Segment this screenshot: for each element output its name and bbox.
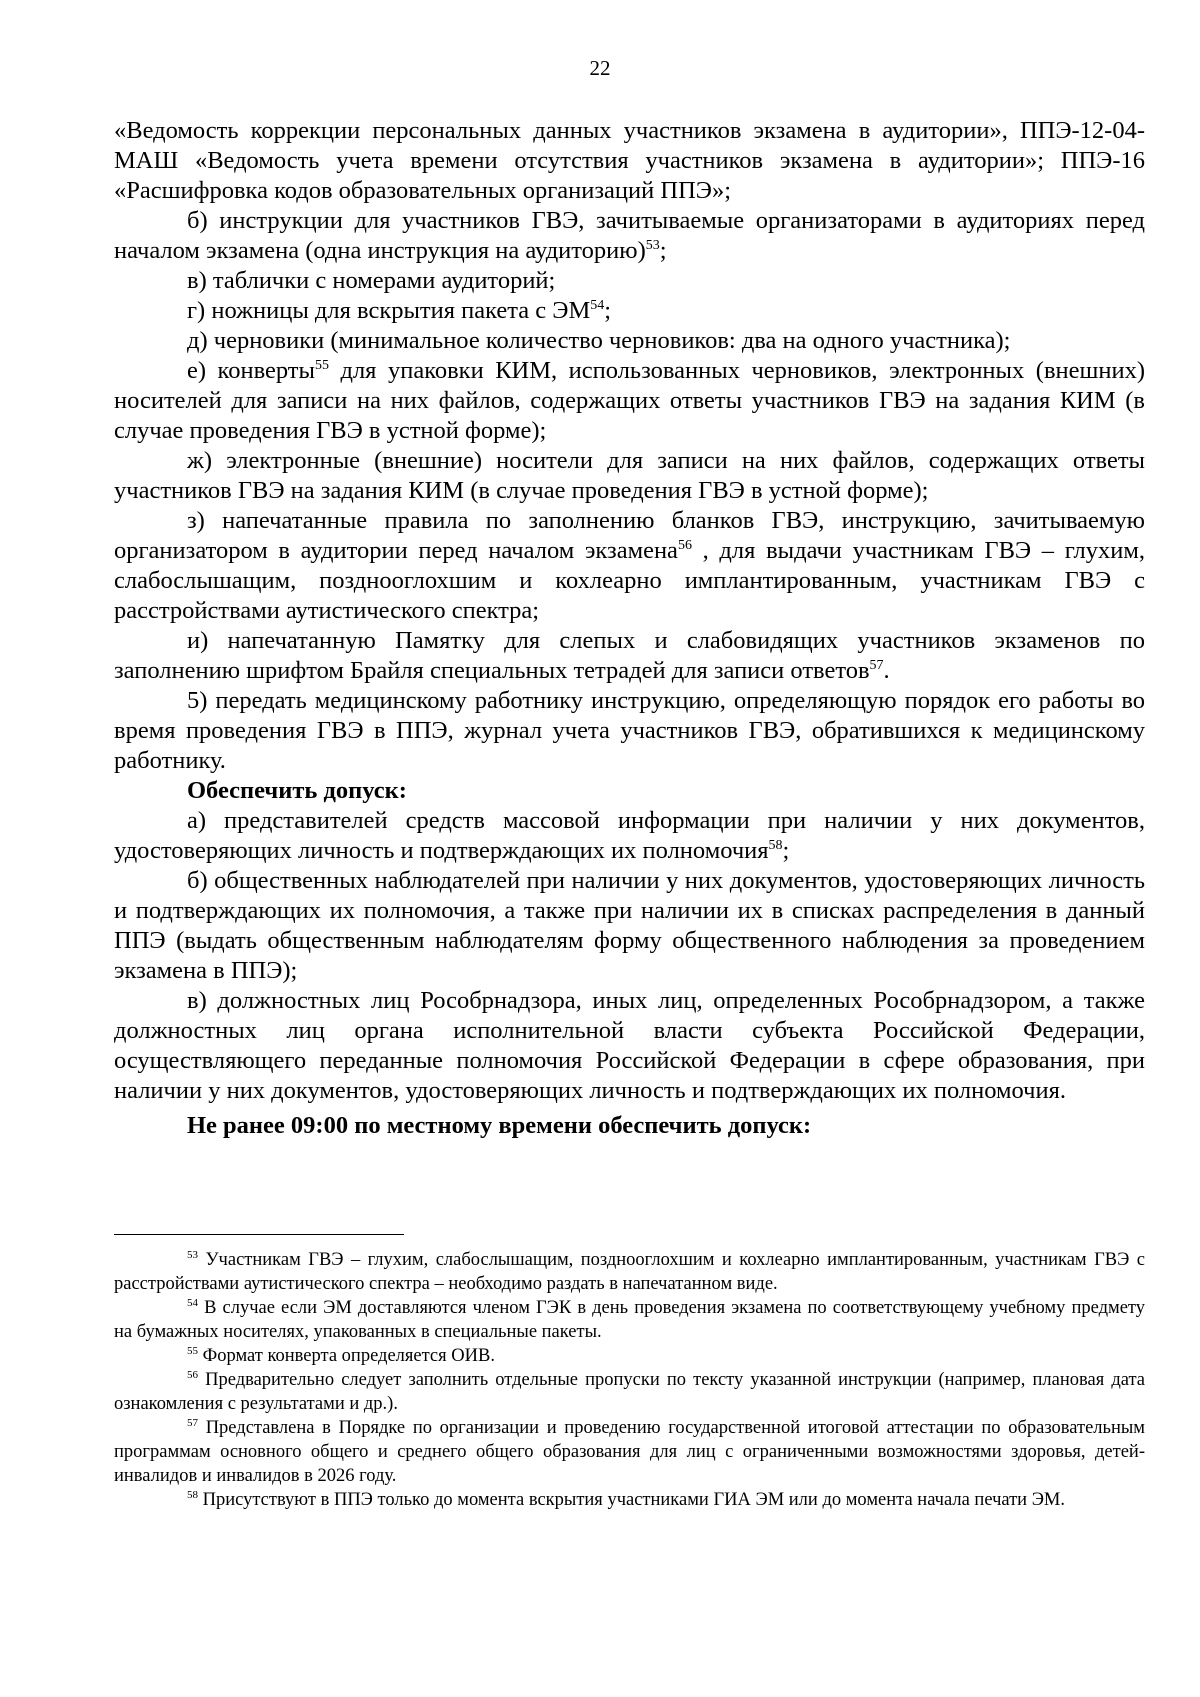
paragraph-item-zh [114,446,1145,506]
footnote-53 [114,1248,1145,1296]
footnote-number: 58 [187,1489,198,1501]
paragraph-text: б) общественных наблюдателей при наличии у них документов, удостоверяющих личность и подтверждающих их полномочия, а также при наличии их в списках распределения в данный ППЭ (выдать общественным наблюдателям форму общественного наблюдения за проведением экзамена в ППЭ); [114,867,1145,984]
footnote-number: 56 [187,1369,198,1381]
paragraph-text: «Ведомость коррекции персональных данных участников экзамена в аудитории», ППЭ-12-04-МАШ «Ведомость учета времени отсутствия участников экзамена в аудитории»; ППЭ-16 «Расшифровка кодов образовательных организаций ППЭ»; [114,117,1145,204]
paragraph-item-e [114,356,1145,446]
paragraph-tail: ; [659,237,667,264]
footnote-number: 53 [187,1249,198,1261]
paragraph-text: б) инструкции для участников ГВЭ, зачитываемые организаторами в аудиториях перед началом экзамена (одна инструкция на аудиторию) [114,207,1145,264]
paragraph-tail: . [883,657,890,684]
section-heading-admission: Обеспечить допуск: [187,777,407,804]
paragraph-text: з) напечатанные правила по заполнению бланков ГВЭ, инструкцию, зачитываемую организатором в аудитории перед началом экзамена [114,507,1145,564]
paragraph-text: ж) электронные (внешние) носители для записи на них файлов, содержащих ответы участников ГВЭ на задания КИМ (в случае проведения ГВЭ в устной форме); [114,447,1145,504]
paragraph-text: д) черновики (минимальное количество черновиков: два на одного участника); [187,327,1011,354]
page-number: 22 [589,56,611,80]
footnote-ref-53[interactable]: 53 [645,238,660,253]
paragraph-item-z [114,506,1145,626]
paragraph-forms-list [114,116,1145,206]
paragraph-text: и) напечатанную Памятку для слепых и слабовидящих участников экзаменов по заполнению шрифтом Брайля специальных тетрадей для записи ответов [114,627,1145,684]
footnote-56 [114,1368,1145,1416]
footnote-text: Предварительно следует заполнить отдельные пропуски по тексту указанной инструкции (например, плановая дата ознакомления с результатами и др.). [114,1370,1145,1414]
footnotes [114,1248,1145,1512]
paragraph-text: в) таблички с номерами аудиторий; [187,267,556,294]
paragraph-item-5 [114,686,1145,776]
paragraph-tail: , для выдачи участникам ГВЭ – глухим, слабослышащим, позднооглохшим и кохлеарно имплантированным, участникам ГВЭ с расстройствами аутистического спектра; [114,537,1145,624]
paragraph-admission-b [114,866,1145,986]
footnote-54 [114,1296,1145,1344]
footnote-55 [114,1344,1145,1368]
footnote-number: 57 [187,1417,198,1429]
paragraph-item-v [114,266,1145,296]
footnote-58 [114,1488,1145,1512]
paragraph-item-b [114,206,1145,266]
paragraph-tail: ; [782,837,790,864]
paragraph-tail: для упаковки КИМ, использованных черновиков, электронных (внешних) носителей для записи на них файлов, содержащих ответы участников ГВЭ на задания КИМ (в случае проведения ГВЭ в устной форме); [114,357,1145,444]
paragraph-text: г) ножницы для вскрытия пакета с ЭМ [187,297,591,324]
footnote-57 [114,1416,1145,1488]
paragraph-text: в) должностных лиц Рособрнадзора, иных лиц, определенных Рособрнадзором, а также должностных лиц органа исполнительной власти субъекта Российской Федерации, осуществляющего переданные полномочия Российской Федерации в сфере образования, при наличии у них документов, удостоверяющих личность и подтверждающих их полномочия. [114,987,1145,1104]
paragraph-item-i [114,626,1145,686]
paragraph-item-d [114,326,1145,356]
paragraph-tail: ; [604,297,612,324]
footnote-text: Представлена в Порядке по организации и проведению государственной итоговой аттестации по образовательным программам основного общего и среднего общего образования для лиц с ограниченными возможностями здоровья, детей-инвалидов и инвалидов в 2026 году. [114,1418,1145,1486]
footnote-number: 54 [187,1297,198,1309]
footnote-ref-56[interactable]: 56 [677,538,692,553]
paragraph-admission-a [114,806,1145,866]
main-text [114,116,1145,1141]
section-heading-admission-time: Не ранее 09:00 по местному времени обеспечить допуск: [187,1112,812,1139]
paragraph-text: 5) передать медицинскому работнику инструкцию, определяющую порядок его работы во время проведения ГВЭ в ППЭ, журнал учета участников ГВЭ, обратившихся к медицинскому работнику. [114,687,1145,774]
footnote-text: Участникам ГВЭ – глухим, слабослышащим, позднооглохшим и кохлеарно имплантированным, участникам ГВЭ с расстройствами аутистического спектра – необходимо раздать в напечатанном виде. [114,1250,1145,1294]
footnote-ref-54[interactable]: 54 [590,298,605,313]
footnote-text: В случае если ЭМ доставляются членом ГЭК в день проведения экзамена по соответствующему учебному предмету на бумажных носителях, упакованных в специальные пакеты. [114,1298,1145,1342]
paragraph-text: а) представителей средств массовой информации при наличии у них документов, удостоверяющих личность и подтверждающих их полномочия [114,807,1145,864]
footnote-ref-57[interactable]: 57 [869,658,884,673]
footnote-text: Присутствуют в ППЭ только до момента вскрытия участниками ГИА ЭМ или до момента начала печати ЭМ. [198,1490,1065,1510]
footnote-separator [114,1234,404,1235]
footnote-number: 55 [187,1345,198,1357]
paragraph-item-g [114,296,1145,326]
footnote-ref-55[interactable]: 55 [314,358,329,373]
paragraph-text: е) конверты [187,357,315,384]
footnote-text: Формат конверта определяется ОИВ. [198,1346,495,1366]
footnote-ref-58[interactable]: 58 [768,838,783,853]
paragraph-admission-v [114,986,1145,1106]
